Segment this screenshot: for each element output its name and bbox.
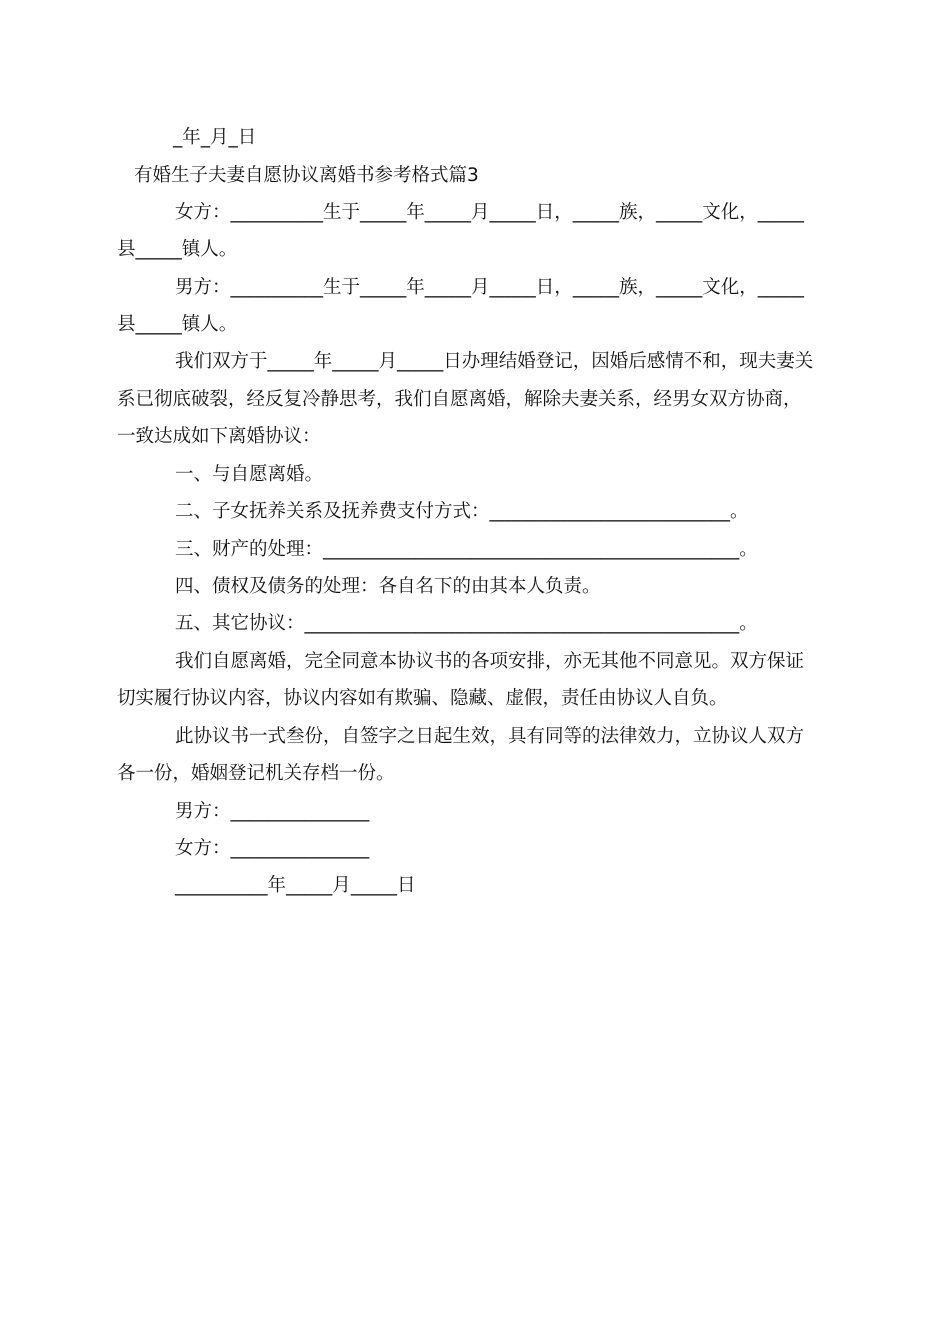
top-date: _年_月_日 [173, 127, 257, 148]
signature-date: __________年_____月_____日 [175, 875, 416, 896]
agreement-item-3: 三、财产的处理：_____________________________________________。 [175, 539, 758, 560]
woman-info-line1: 女方：__________生于_____年_____月_____日，_____族，_____文化，_____ [175, 202, 805, 223]
consent-line1: 我们自愿离婚，完全同意本协议书的各项安排，亦无其他不同意见。双方保证 [175, 651, 805, 672]
woman-info-line2: 县_____镇人。 [117, 239, 238, 260]
intro-line2: 系已彻底破裂，经反复冷静思考，我们自愿离婚，解除夫妻关系，经男女双方协商， [117, 389, 802, 410]
signature-woman: 女方：_______________ [175, 838, 370, 859]
agreement-item-1: 一、与自愿离婚。 [175, 464, 324, 485]
agreement-item-4: 四、债权及债务的处理：各自名下的由其本人负责。 [175, 576, 601, 597]
document-title: 有婚生子夫妻自愿协议离婚书参考格式篇3 [134, 165, 479, 186]
intro-line1: 我们双方于_____年_____月_____日办理结婚登记，因婚后感情不和，现夫妻关 [175, 351, 814, 372]
man-info-line1: 男方：__________生于_____年_____月_____日，_____族，_____文化，_____ [175, 277, 805, 298]
copies-line1: 此协议书一式叁份，自签字之日起生效，具有同等的法律效力，立协议人双方 [175, 726, 805, 747]
signature-man: 男方：_______________ [175, 801, 370, 822]
copies-line2: 各一份，婚姻登记机关存档一份。 [117, 763, 395, 784]
intro-line3: 一致达成如下离婚协议： [117, 426, 321, 447]
agreement-item-2: 二、子女抚养关系及抚养费支付方式：__________________________。 [175, 501, 749, 522]
agreement-item-5: 五、其它协议：_______________________________________________。 [175, 613, 758, 634]
man-info-line2: 县_____镇人。 [117, 314, 238, 335]
consent-line2: 切实履行协议内容，协议内容如有欺骗、隐藏、虚假，责任由协议人自负。 [117, 688, 728, 709]
